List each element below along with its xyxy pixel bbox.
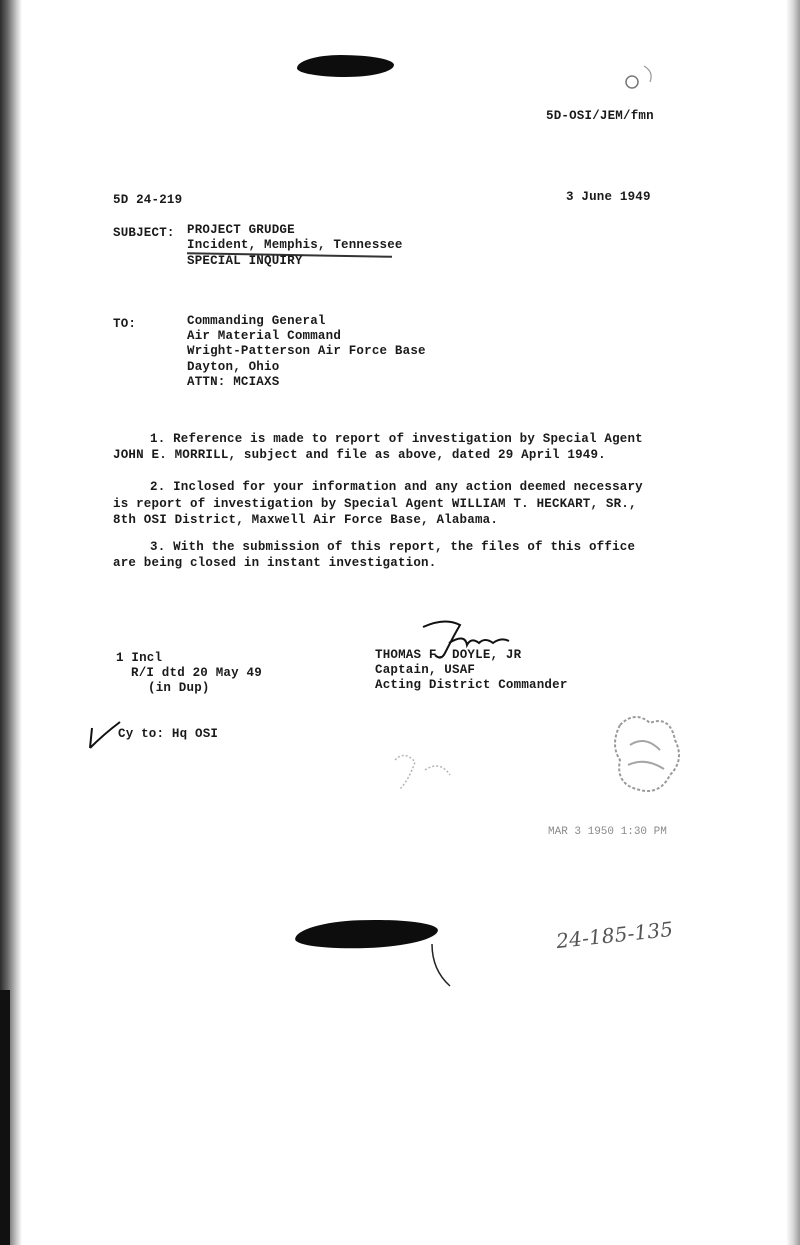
signature-line: THOMAS F. DOYLE, JR <box>375 648 522 662</box>
top-corner-mark-icon <box>620 60 660 100</box>
to-line: Wright-Patterson Air Force Base <box>187 344 426 358</box>
pen-stroke-icon <box>426 940 456 990</box>
to-line: Air Material Command <box>187 329 342 343</box>
paragraph-3-line: are being closed in instant investigation. <box>113 556 437 570</box>
redaction-top <box>297 55 394 77</box>
scan-edge-bar <box>0 990 10 1245</box>
enclosure-line: R/I dtd 20 May 49 <box>131 666 262 680</box>
to-line: Commanding General <box>187 314 326 328</box>
paragraph-3-line: 3. With the submission of this report, the files of this office <box>150 540 636 554</box>
subject-line: PROJECT GRUDGE <box>187 223 295 237</box>
signature-line: Acting District Commander <box>375 678 568 692</box>
subject-line: SPECIAL INQUIRY <box>187 254 303 268</box>
to-line: ATTN: MCIAXS <box>187 375 280 389</box>
redaction-bottom <box>295 918 439 951</box>
enclosure-line: (in Dup) <box>148 681 210 695</box>
subject-line: Incident, Memphis, Tennessee <box>187 238 403 252</box>
document-number: 5D 24-219 <box>113 193 183 207</box>
signature-line: Captain, USAF <box>375 663 476 677</box>
enclosure-line: 1 Incl <box>116 651 163 665</box>
received-stamp: MAR 3 1950 1:30 PM <box>548 826 667 838</box>
checkmark-icon <box>86 718 122 752</box>
faint-scribble-icon <box>385 740 465 820</box>
handwritten-file-number: 24-185-135 <box>555 916 675 954</box>
to-line: Dayton, Ohio <box>187 360 280 374</box>
paragraph-2-line: 8th OSI District, Maxwell Air Force Base, Alabama. <box>113 513 499 527</box>
paragraph-2-line: is report of investigation by Special Agent WILLIAM T. HECKART, SR., <box>113 497 637 511</box>
faint-stamp-mark-icon <box>600 705 690 805</box>
to-label: TO: <box>113 317 137 331</box>
paragraph-2-line: 2. Inclosed for your information and any action deemed necessary <box>150 480 643 494</box>
subject-label: SUBJECT: <box>113 226 175 240</box>
document-date: 3 June 1949 <box>566 190 651 204</box>
scan-edge-right <box>786 0 800 1245</box>
file-reference: 5D-OSI/JEM/fmn <box>546 109 654 123</box>
copy-to: Cy to: Hq OSI <box>118 727 219 741</box>
paragraph-1-line: JOHN E. MORRILL, subject and file as above, dated 29 April 1949. <box>113 448 606 462</box>
paragraph-1-line: 1. Reference is made to report of investigation by Special Agent <box>150 432 643 446</box>
